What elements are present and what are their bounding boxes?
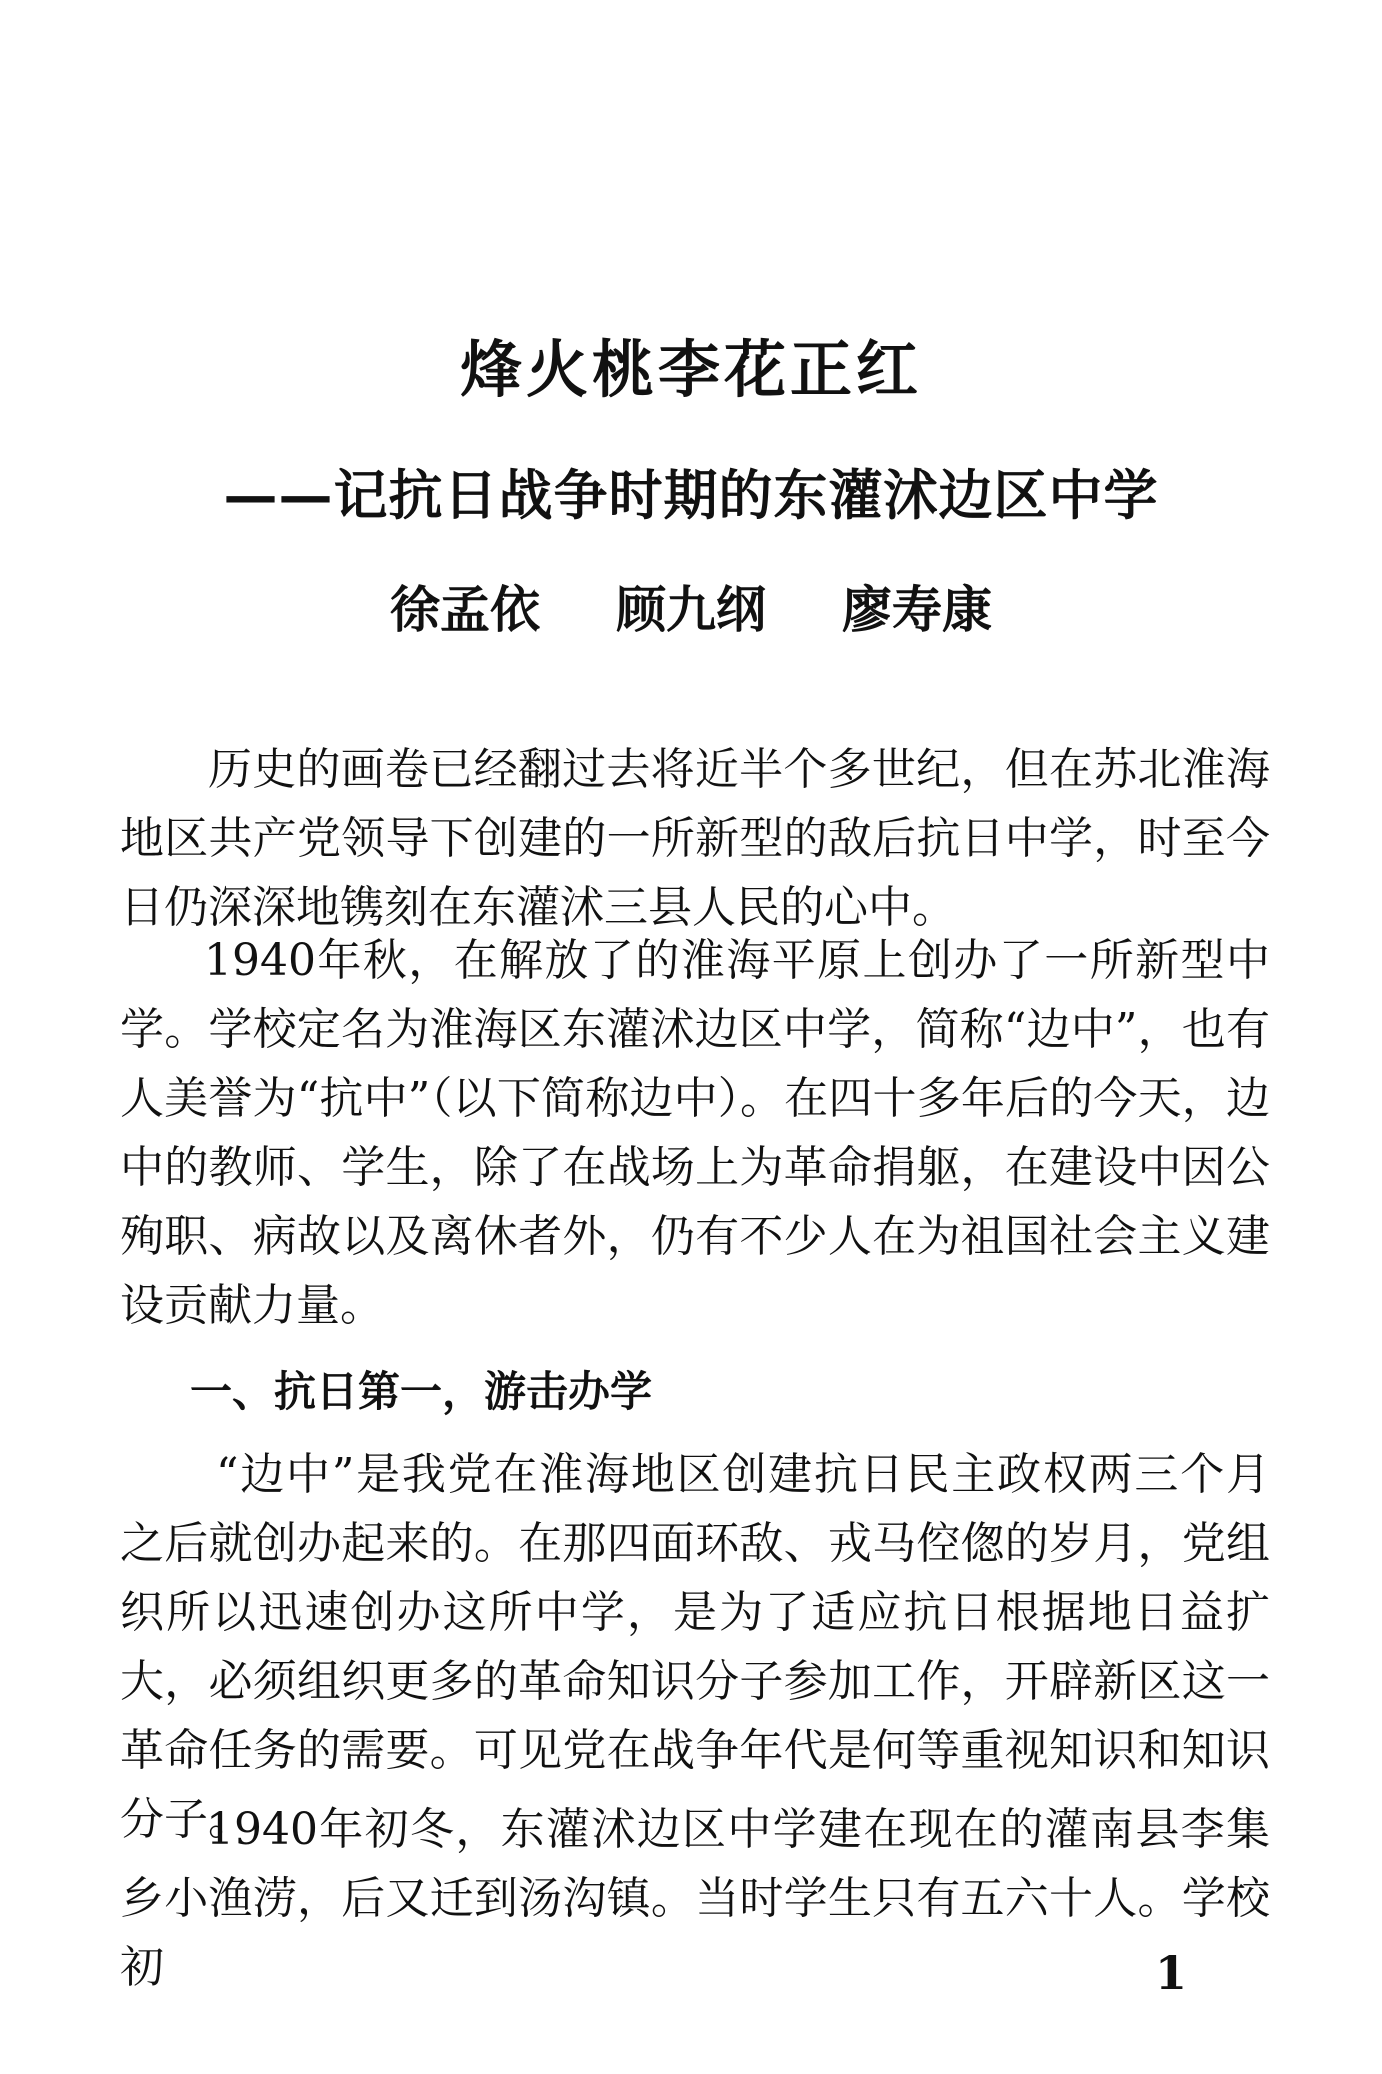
intro-paragraph: 1940年秋，在解放了的淮海平原上创办了一所新型中学。学校定名为淮海区东灌沭边区中学，简称“边中”，也有人美誉为“抗中”（以下简称边中）。在四十多年后的今天，边中的教师、学生，除了在战场上为革命捐躯，在建设中因公殉职、病故以及离休者外，仍有不少人在为祖国社会主义建设贡献力量。	[120, 935, 1270, 1331]
intro-paragraph: 历史的画卷已经翻过去将近半个多世纪，但在苏北淮海地区共产党领导下创建的一所新型的敌后抗日中学，时至今日仍深深地镌刻在东灌沭三县人民的心中。	[120, 744, 1270, 933]
section-heading: 一、抗日第一，游击办学	[190, 1367, 653, 1416]
section-paragraph: 1940年初冬，东灌沭边区中学建在现在的灌南县李集乡小渔涝，后又迁到汤沟镇。当时学生只有五六十人。学校初	[120, 1804, 1270, 1993]
author-line	[0, 575, 1382, 645]
article-title: 烽火桃李花正红	[459, 333, 922, 406]
article-subtitle: ——记抗日战争时期的东灌沭边区中学	[223, 463, 1159, 527]
author-name: 徐孟依	[390, 580, 540, 639]
page-number: 1	[1155, 1946, 1188, 2000]
author-name: 顾九纲	[616, 580, 766, 639]
section-paragraph: “边中”是我党在淮海地区创建抗日民主政权两三个月之后就创办起来的。在那四面环敌、戎马倥偬的岁月，党组织所以迅速创办这所中学，是为了适应抗日根据地日益扩大，必须组织更多的革命知识分子参加工作，开辟新区这一革命任务的需要。可见党在战争年代是何等重视知识和知识分子。	[120, 1449, 1270, 1845]
author-name: 廖寿康	[842, 580, 992, 639]
